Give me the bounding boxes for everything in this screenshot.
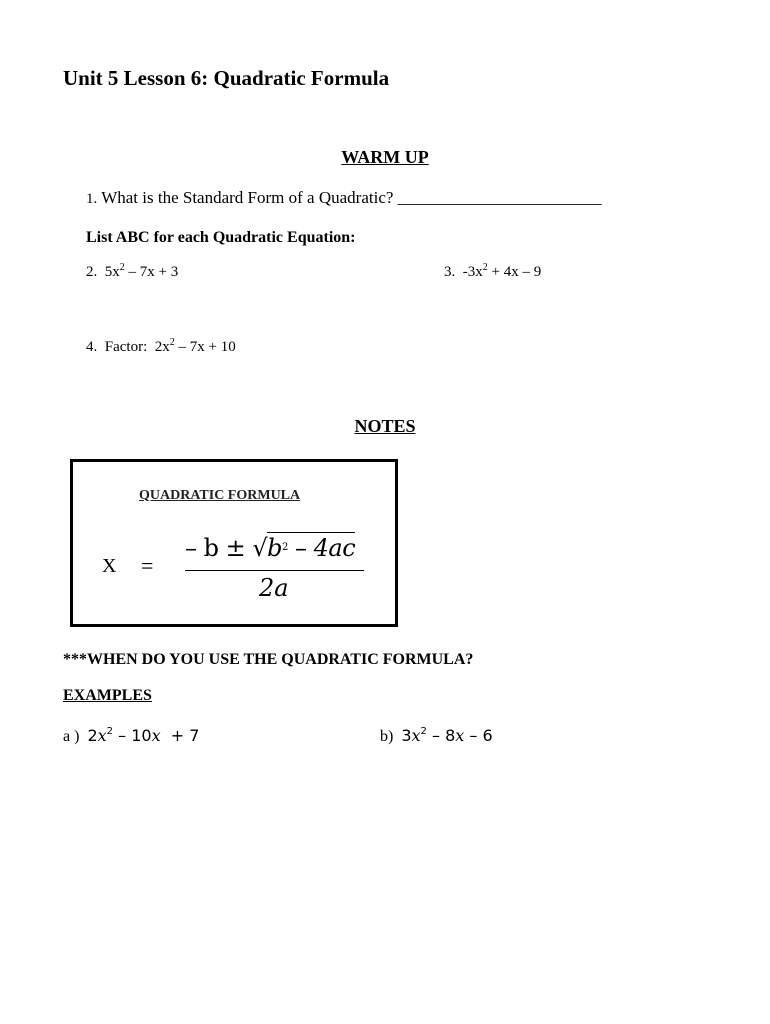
example-b — [380, 726, 493, 746]
question-4 — [86, 339, 236, 356]
numerator-prefix: – b ± — [185, 534, 253, 562]
warm-up-heading: WARM UP — [341, 147, 429, 167]
var: x — [411, 726, 421, 745]
question-2 — [86, 264, 178, 281]
example-expression — [401, 726, 492, 745]
radicand-exponent: 2 — [282, 542, 288, 553]
notes-heading: NOTES — [354, 416, 416, 436]
question-number: 2. — [86, 264, 98, 280]
expression-coef: 2x — [154, 339, 170, 355]
exponent: 2 — [420, 726, 427, 737]
example-label: b) — [380, 728, 394, 745]
when-to-use-question: ***WHEN DO YOU USE THE QUADRATIC FORMULA? — [63, 651, 474, 668]
exponent: 2 — [482, 262, 488, 273]
formula-lhs: X — [102, 555, 117, 577]
answer-blank: ________________________ — [397, 188, 602, 207]
exponent: 2 — [119, 262, 125, 273]
coef: 3 — [401, 726, 412, 745]
question-number: 4. — [86, 339, 98, 355]
term: – 10 — [113, 726, 152, 745]
exponent: 2 — [106, 726, 114, 737]
exponent: 2 — [169, 337, 175, 348]
expression-rest: + 4x – 9 — [487, 264, 542, 280]
question-text: What is the Standard Form of a Quadratic? — [101, 188, 394, 207]
question-number: 1. — [86, 191, 98, 207]
expression-coef: 5x — [104, 264, 120, 280]
list-abc-heading: List ABC for each Quadratic Equation: — [86, 229, 356, 246]
examples-heading: EXAMPLES — [63, 687, 152, 704]
radicand-base: b — [267, 534, 283, 562]
example-expression — [87, 726, 199, 745]
equals-sign: = — [141, 553, 154, 578]
example-label: a ) — [63, 728, 80, 745]
formula-denominator: 2a — [259, 574, 289, 602]
question-number: 3. — [444, 264, 456, 280]
var: x — [455, 726, 465, 745]
expression-rest: – 7x + 3 — [124, 264, 179, 280]
constant: + 7 — [160, 726, 200, 745]
example-a — [63, 726, 199, 746]
radicand-rest: – 4ac — [287, 534, 356, 562]
formula-numerator — [185, 534, 355, 562]
expression-coef: -3x — [462, 264, 483, 280]
coef: 2 — [87, 726, 98, 745]
quadratic-formula-box — [70, 459, 398, 627]
expression-rest: – 7x + 10 — [174, 339, 236, 355]
factor-label: Factor: — [104, 339, 148, 355]
question-1 — [86, 188, 602, 208]
constant: – 6 — [464, 726, 493, 745]
radicand — [267, 532, 355, 562]
question-3 — [444, 264, 541, 281]
page-title: Unit 5 Lesson 6: Quadratic Formula — [63, 66, 390, 90]
fraction-bar — [185, 570, 364, 571]
radical-sign: √ — [252, 534, 268, 562]
formula-label: QUADRATIC FORMULA — [139, 488, 301, 503]
var: x — [151, 726, 161, 745]
var: x — [97, 726, 107, 745]
term: – 8 — [426, 726, 456, 745]
